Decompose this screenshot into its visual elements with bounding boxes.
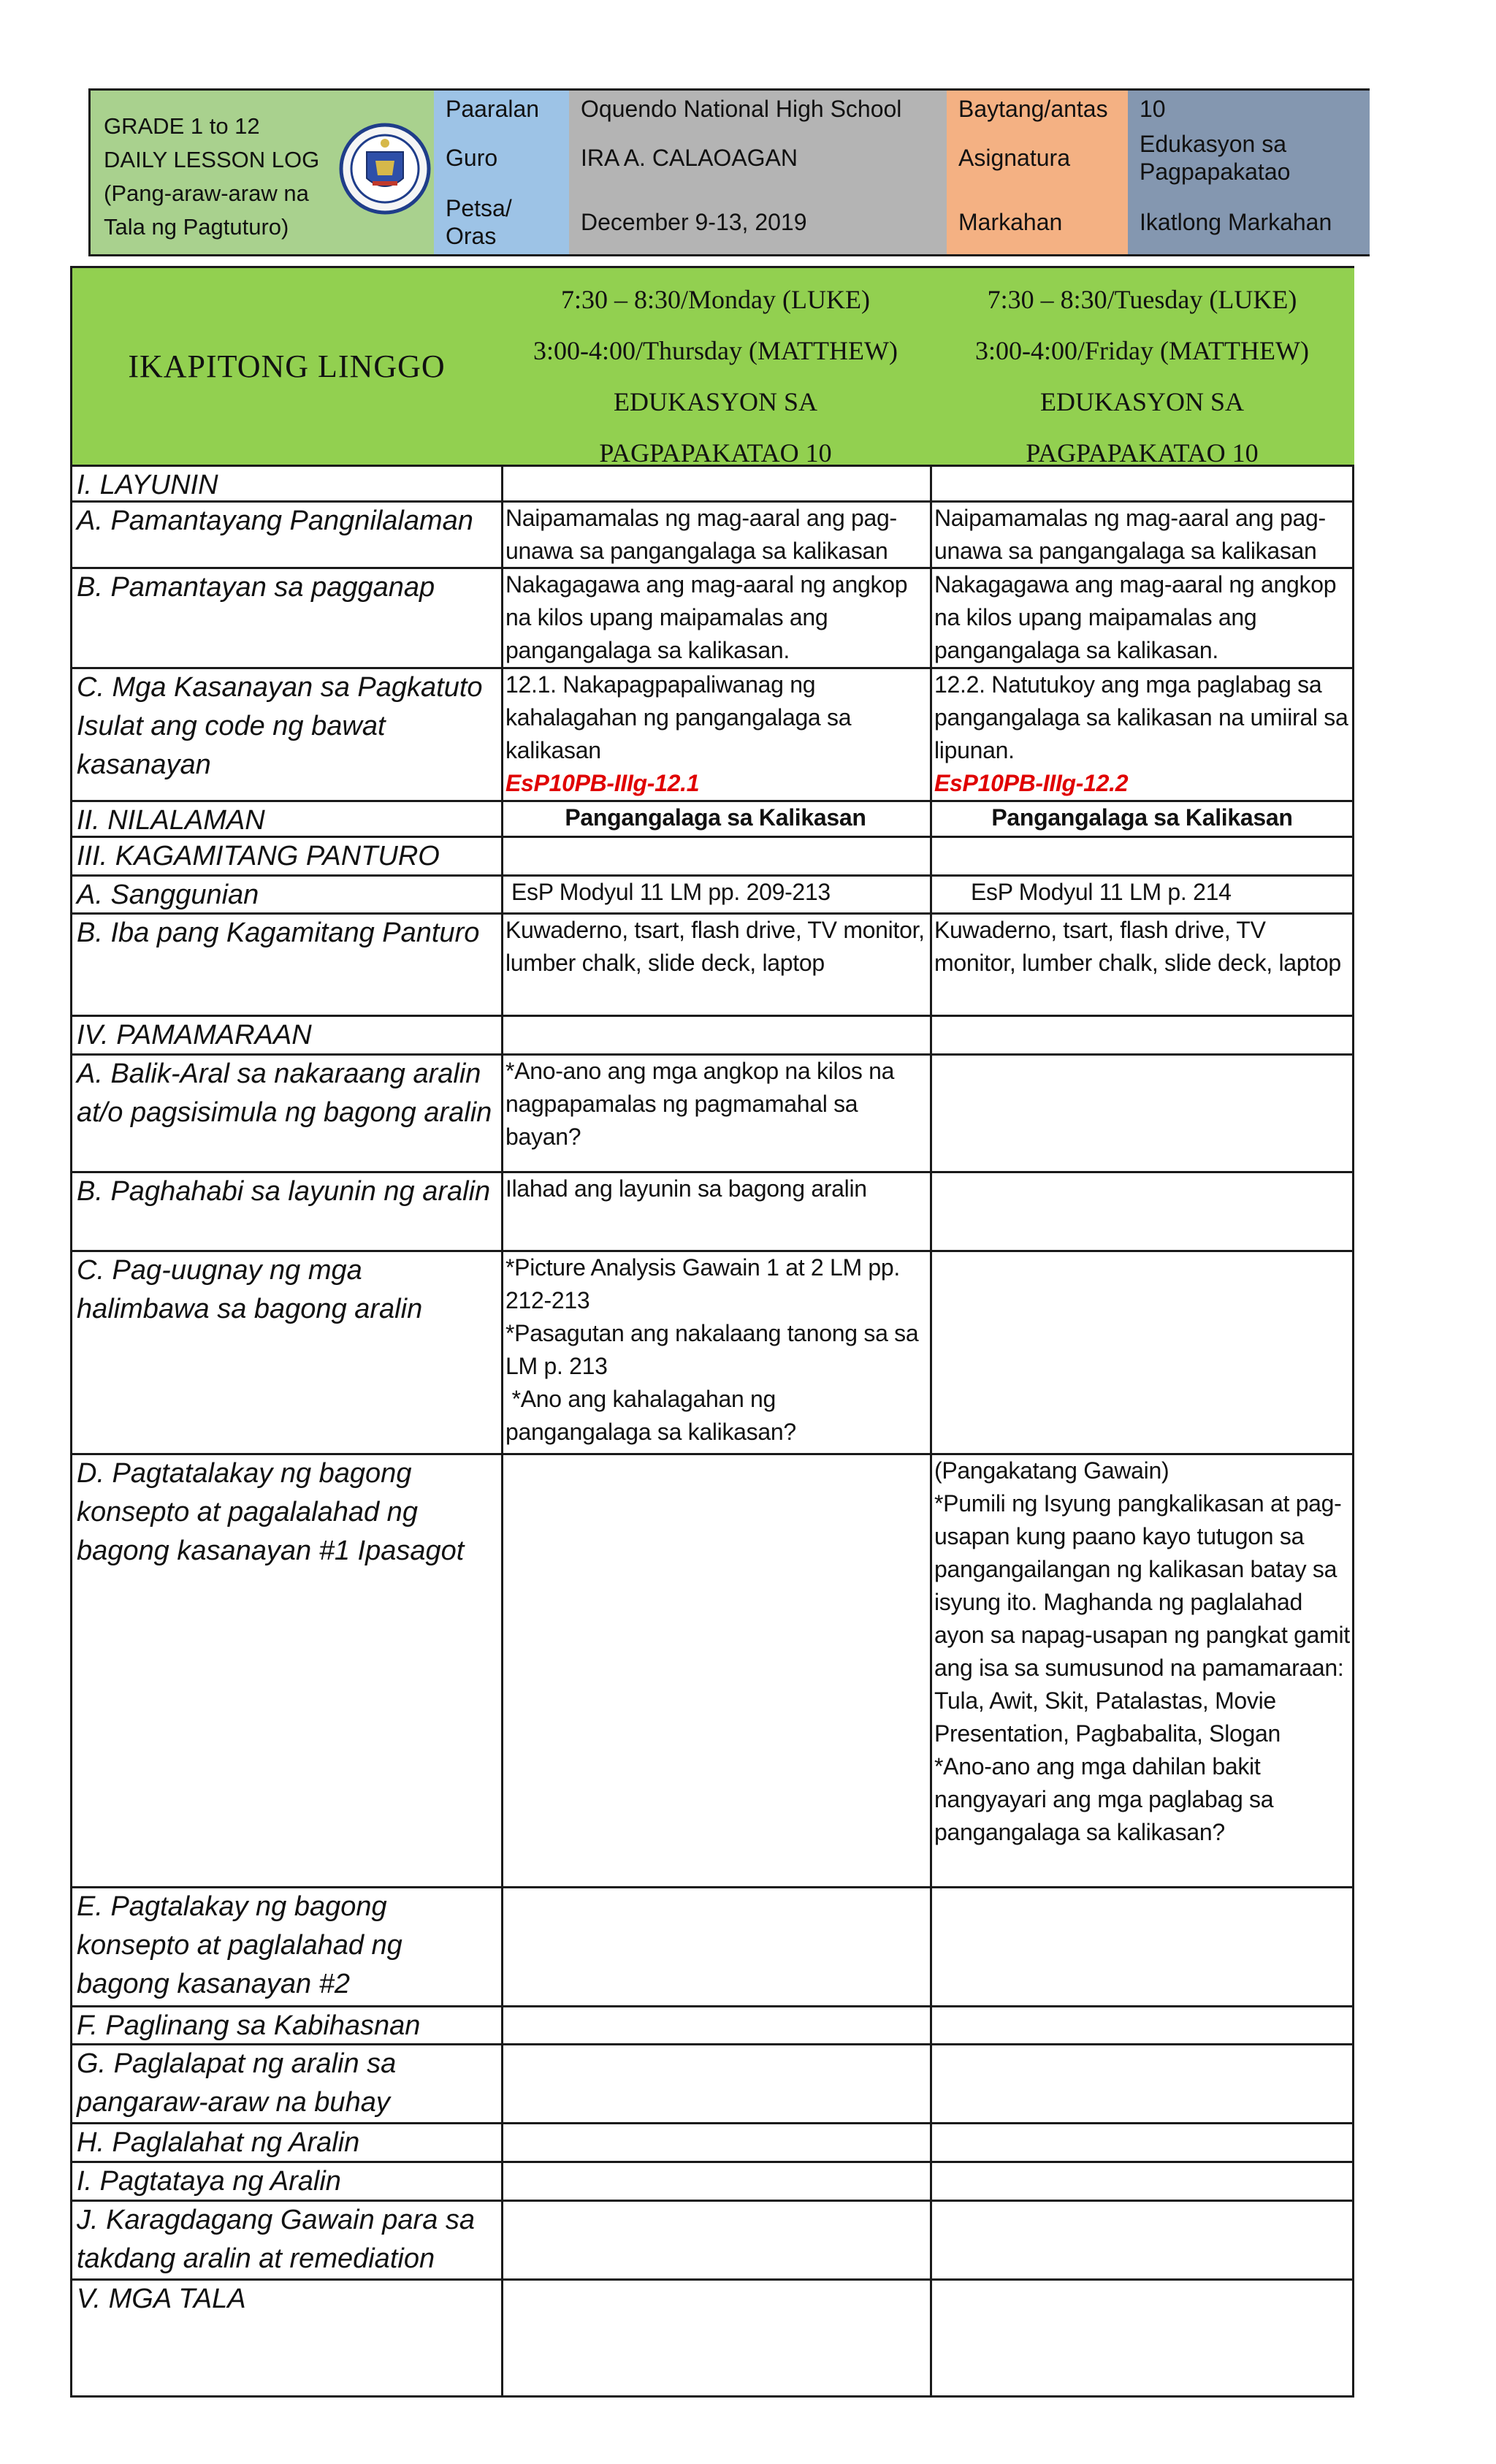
empty-cell: [930, 465, 1354, 503]
empty-cell: [501, 2043, 932, 2124]
balik-aral-day1: *Ano-ano ang mga angkop na kilos na nagpapamalas ng pagmamahal sa bayan?: [501, 1053, 932, 1173]
column-header-day1: [501, 268, 932, 467]
school-value: Oquendo National High School: [569, 91, 949, 129]
row-label-balik-aral: A. Balik-Aral sa nakaraang aralin at/o pagsisimula ng bagong aralin: [72, 1053, 503, 1173]
row-label-pagtalakay-2: E. Pagtalakay ng bagong konsepto at paglalahad ng bagong kasanayan #2: [72, 1886, 503, 2007]
row-label-pag-uugnay: C. Pag-uugnay ng mga halimbawa sa bagong aralin: [72, 1250, 503, 1455]
row-label-pagtataya: I. Pagtataya ng Aralin: [72, 2161, 503, 2202]
dll-title-line: (Pang-araw-araw na: [104, 180, 309, 206]
quarter-label: Markahan: [947, 189, 1130, 254]
empty-cell: [930, 1886, 1354, 2007]
nilalaman-day2: Pangangalaga sa Kalikasan: [930, 800, 1354, 838]
dll-title: [104, 110, 337, 244]
empty-cell: [930, 2122, 1354, 2163]
empty-cell: [930, 1053, 1354, 1173]
date-value: December 9-13, 2019: [569, 189, 949, 254]
empty-cell: [930, 1015, 1354, 1056]
column-header-line: 7:30 – 8:30/Monday (LUKE): [561, 285, 870, 314]
dll-title-line: DAILY LESSON LOG: [104, 147, 320, 172]
deped-seal-icon: [337, 99, 432, 231]
row-label-karagdagang-gawain: J. Karagdagang Gawain para sa takdang aralin at remediation: [72, 2200, 503, 2281]
row-label-pagganap: B. Pamantayan sa pagganap: [72, 567, 503, 669]
empty-cell: [501, 1453, 932, 1888]
empty-cell: [501, 465, 932, 503]
teacher-label: Guro: [434, 126, 571, 191]
pagtatalakay-1-day2: [930, 1453, 1354, 1888]
pamantayang-day2: Naipamamalas ng mag-aaral ang pag-unawa sa pangangalaga sa kalikasan: [930, 500, 1354, 569]
sanggunian-day1: EsP Modyul 11 LM pp. 209-213: [501, 874, 932, 915]
pag-uugnay-day1: [501, 1250, 932, 1455]
kasanayan-day1: [501, 667, 932, 802]
empty-cell: [930, 1171, 1354, 1252]
empty-cell: [501, 1015, 932, 1056]
dll-title-line: Tala ng Pagtuturo): [104, 214, 289, 240]
activity-line: *Ano-ano ang mga dahilan bakit nangyayari ang mga paglabag sa pangangalaga sa kalikasan?: [934, 1753, 1274, 1845]
empty-cell: [930, 2043, 1354, 2124]
empty-cell: [930, 836, 1354, 877]
row-label-sanggunian: A. Sanggunian: [72, 874, 503, 915]
empty-cell: [501, 836, 932, 877]
empty-cell: [501, 2005, 932, 2045]
row-label-kasanayan: C. Mga Kasanayan sa Pagkatuto Isulat ang code ng bawat kasanayan: [72, 667, 503, 802]
empty-cell: [501, 2200, 932, 2281]
pamantayang-day1: Naipamamalas ng mag-aaral ang pag-unawa sa pangangalaga sa kalikasan: [501, 500, 932, 569]
column-header-line: 3:00-4:00/Thursday (MATTHEW): [533, 336, 898, 365]
competency-code: EsP10PB-IIIg-12.1: [505, 770, 700, 796]
teacher-value: IRA A. CALAOAGAN: [569, 126, 949, 191]
nilalaman-day1: Pangangalaga sa Kalikasan: [501, 800, 932, 838]
grade-value: 10: [1128, 91, 1370, 129]
competency-code: EsP10PB-IIIg-12.2: [934, 770, 1129, 796]
kasanayan-day2: [930, 667, 1354, 802]
activity-line: *Pumili ng Isyung pangkalikasan at pag-usapan kung paano kayo tutugon sa pangangailangan ng kalikasan batay sa isyung ito. Maghanda ng paglalahad ayon sa napag-usapan ng pangkat gamit ang isa sa sumusunod na pamamaraan:: [934, 1490, 1350, 1681]
activity-line: (Pangakatang Gawain): [934, 1457, 1169, 1484]
row-label-layunin: I. LAYUNIN: [72, 465, 503, 503]
empty-cell: [930, 2278, 1354, 2395]
activity-line: Tula, Awit, Skit, Patalastas, Movie Presentation, Pagbabalita, Slogan: [934, 1687, 1281, 1747]
subject-label: Asignatura: [947, 126, 1130, 191]
paghahabi-day1: Ilahad ang layunin sa bagong aralin: [501, 1171, 932, 1252]
row-label-pamamaraan: IV. PAMAMARAAN: [72, 1015, 503, 1056]
empty-cell: [501, 2278, 932, 2395]
row-label-paglalahat: H. Paglalahat ng Aralin: [72, 2122, 503, 2163]
empty-cell: [930, 2161, 1354, 2202]
subject-value: Edukasyon sa Pagpapakatao: [1128, 126, 1370, 191]
column-header-line: PAGPAPAKATAO 10: [1026, 438, 1259, 468]
row-label-paghahabi: B. Paghahabi sa layunin ng aralin: [72, 1171, 503, 1252]
lesson-log-table: [70, 266, 1354, 2398]
empty-cell: [501, 2122, 932, 2163]
column-header-line: EDUKASYON SA: [1039, 387, 1245, 416]
row-label-mga-tala: V. MGA TALA: [72, 2278, 503, 2395]
activity-line: *Picture Analysis Gawain 1 at 2 LM pp. 212-213: [505, 1254, 900, 1313]
iba-day2: Kuwaderno, tsart, flash drive, TV monitor, lumber chalk, slide deck, laptop: [930, 912, 1354, 1017]
empty-cell: [501, 2161, 932, 2202]
column-header-line: EDUKASYON SA: [613, 387, 818, 416]
row-label-paglalapat: G. Paglalapat ng aralin sa pangaraw-araw na buhay: [72, 2043, 503, 2124]
school-label: Paaralan: [434, 91, 571, 129]
column-header-day2: [930, 268, 1354, 467]
empty-cell: [930, 2200, 1354, 2281]
date-label: Petsa/ Oras: [434, 189, 571, 254]
row-label-pamantayang: A. Pamantayang Pangnilalaman: [72, 500, 503, 569]
sanggunian-day2: EsP Modyul 11 LM p. 214: [930, 874, 1354, 915]
column-header-line: 3:00-4:00/Friday (MATTHEW): [975, 336, 1309, 365]
row-label-nilalaman: II. NILALAMAN: [72, 800, 503, 838]
activity-line: *Pasagutan ang nakalaang tanong sa sa LM p. 213: [505, 1320, 919, 1379]
empty-cell: [501, 1886, 932, 2007]
row-label-paglinang: F. Paglinang sa Kabihasnan: [72, 2005, 503, 2045]
header-left-panel: [91, 91, 436, 254]
kasanayan-text: 12.1. Nakapagpapaliwanag ng kahalagahan ng pangangalaga sa kalikasan: [505, 671, 852, 763]
empty-cell: [930, 1250, 1354, 1455]
pagganap-day1: Nakagagawa ang mag-aaral ng angkop na kilos upang maipamalas ang pangangalaga sa kalikasan.: [501, 567, 932, 669]
empty-cell: [930, 2005, 1354, 2045]
header-box: [88, 88, 1370, 256]
iba-day1: Kuwaderno, tsart, flash drive, TV monitor, lumber chalk, slide deck, laptop: [501, 912, 932, 1017]
grade-label: Baytang/antas: [947, 91, 1130, 129]
activity-line: *Ano ang kahalagahan ng pangangalaga sa kalikasan?: [505, 1386, 796, 1445]
row-label-pagtatalakay-1: D. Pagtatalakay ng bagong konsepto at pagalalahad ng bagong kasanayan #1 Ipasagot: [72, 1453, 503, 1888]
column-header-line: 7:30 – 8:30/Tuesday (LUKE): [987, 285, 1297, 314]
dll-title-line: GRADE 1 to 12: [104, 113, 260, 139]
week-title: IKAPITONG LINGGO: [72, 268, 503, 467]
kasanayan-text: 12.2. Natutukoy ang mga paglabag sa pangangalaga sa kalikasan na umiiral sa lipunan.: [934, 671, 1348, 763]
column-header-line: PAGPAPAKATAO 10: [599, 438, 832, 468]
quarter-value: Ikatlong Markahan: [1128, 189, 1370, 254]
pagganap-day2: Nakagagawa ang mag-aaral ng angkop na kilos upang maipamalas ang pangangalaga sa kalikasan.: [930, 567, 1354, 669]
row-label-kagamitan: III. KAGAMITANG PANTURO: [72, 836, 503, 877]
row-label-iba-pang-kagamitan: B. Iba pang Kagamitang Panturo: [72, 912, 503, 1017]
